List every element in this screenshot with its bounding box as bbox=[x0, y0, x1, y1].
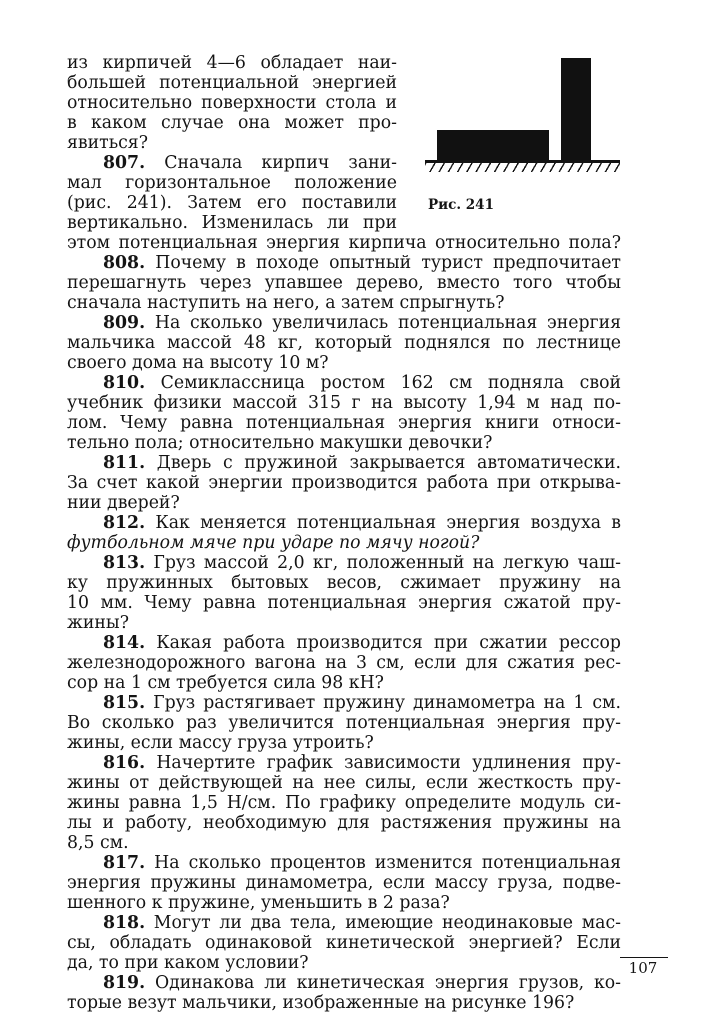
problem-812: 812. Как меняется потенциальная энергия воздуха в bbox=[103, 513, 621, 533]
problem-number: 809. bbox=[103, 313, 146, 333]
text-line: сы, обладать одинаковой кинетической энергией? Если bbox=[67, 933, 621, 953]
text-line: да, то при каком условии? bbox=[67, 953, 309, 973]
text-line: энергия пружины динамометра, если массу груза, подве- bbox=[67, 873, 621, 893]
problem-811: 811. Дверь с пружиной закрывается автоматически. bbox=[103, 453, 621, 473]
problem-817: 817. На сколько процентов изменится потенциальная bbox=[103, 853, 621, 873]
text-line: нии дверей? bbox=[67, 493, 180, 513]
problem-818: 818. Могут ли два тела, имеющие неодинаковые мас- bbox=[103, 913, 621, 933]
text-line: в каком случае она может про- bbox=[67, 113, 397, 133]
text-line: шенного к пружине, уменьшить в 2 раза? bbox=[67, 893, 450, 913]
text-line: ку пружинных бытовых весов, сжимает пружину на bbox=[67, 573, 621, 593]
ground-hatching-icon bbox=[425, 163, 620, 172]
text-line: 10 мм. Чему равна потенциальная энергия сжатой пру- bbox=[67, 593, 621, 613]
problem-814: 814. Какая работа производится при сжатии рессор bbox=[103, 633, 621, 653]
text-line: сначала наступить на него, а затем спрыгнуть? bbox=[67, 293, 505, 313]
problem-number: 816. bbox=[103, 753, 146, 773]
problem-816: 816. Начертите график зависимости удлинения пру- bbox=[103, 753, 621, 773]
horizontal-brick-icon bbox=[437, 130, 549, 160]
problem-number: 813. bbox=[103, 553, 146, 573]
text-line: большей потенциальной энергией bbox=[67, 73, 397, 93]
text-line: лом. Чему равна потенциальная энергия книги относи- bbox=[67, 413, 621, 433]
text-line: жины от действующей на нее силы, если жесткость пру- bbox=[67, 773, 621, 793]
problem-number: 807. bbox=[103, 153, 146, 173]
text-line: своего дома на высоту 10 м? bbox=[67, 353, 329, 373]
text-line: мал горизонтальное положение bbox=[67, 173, 397, 193]
problem-number: 815. bbox=[103, 693, 146, 713]
text-line: перешагнуть через упавшее дерево, вместо того чтобы bbox=[67, 273, 621, 293]
text-line: Во сколько раз увеличится потенциальная энергия пру- bbox=[67, 713, 621, 733]
text-line: жины равна 1,5 Н/см. По графику определите модуль си- bbox=[67, 793, 621, 813]
problem-number: 818. bbox=[103, 913, 146, 933]
problem-810: 810. Семиклассница ростом 162 см подняла свой bbox=[103, 373, 621, 393]
text-line: явиться? bbox=[67, 133, 148, 153]
text-line: железнодорожного вагона на 3 см, если для сжатия рес- bbox=[67, 653, 621, 673]
problem-number: 817. bbox=[103, 853, 146, 873]
text-line: За счет какой энергии производится работа при открыва- bbox=[67, 473, 621, 493]
problem-808: 808. Почему в походе опытный турист предпочитает bbox=[103, 253, 621, 273]
problem-809: 809. На сколько увеличилась потенциальная энергия bbox=[103, 313, 621, 333]
text-line: этом потенциальная энергия кирпича относительно пола? bbox=[67, 233, 621, 253]
vertical-brick-icon bbox=[561, 58, 591, 160]
problem-number: 814. bbox=[103, 633, 146, 653]
problem-807: 807. Сначала кирпич зани- bbox=[103, 153, 397, 173]
problem-815: 815. Груз растягивает пружину динамометра на 1 см. bbox=[103, 693, 621, 713]
text-line: вертикально. Изменилась ли при bbox=[67, 213, 397, 233]
text-line: мальчика массой 48 кг, который поднялся по лестнице bbox=[67, 333, 621, 353]
text-line: футбольном мяче при ударе по мячу ногой? bbox=[67, 533, 480, 553]
text-line: торые везут мальчики, изображенные на рисунке 196? bbox=[67, 993, 575, 1013]
text-line: тельно пола; относительно макушки девочки? bbox=[67, 433, 493, 453]
problem-number: 808. bbox=[103, 253, 146, 273]
problem-819: 819. Одинакова ли кинетическая энергия грузов, ко- bbox=[103, 973, 621, 993]
text-line: жины, если массу груза утроить? bbox=[67, 733, 374, 753]
problem-number: 819. bbox=[103, 973, 146, 993]
page-number: 107 bbox=[628, 959, 658, 977]
text-line: (рис. 241). Затем его поставили bbox=[67, 193, 397, 213]
text-line: 8,5 см. bbox=[67, 833, 129, 853]
problem-number: 811. bbox=[103, 453, 146, 473]
problem-number: 812. bbox=[103, 513, 146, 533]
problem-number: 810. bbox=[103, 373, 146, 393]
text-line: из кирпичей 4—6 обладает наи- bbox=[67, 53, 397, 73]
text-line: лы и работу, необходимую для растяжения пружины на bbox=[67, 813, 621, 833]
text-line: жины? bbox=[67, 613, 129, 633]
text-line: учебник физики массой 315 г на высоту 1,94 м над по- bbox=[67, 393, 621, 413]
problem-813: 813. Груз массой 2,0 кг, положенный на легкую чаш- bbox=[103, 553, 621, 573]
text-line: относительно поверхности стола и bbox=[67, 93, 397, 113]
figure-caption: Рис. 241 bbox=[428, 197, 494, 213]
text-line: сор на 1 см требуется сила 98 кН? bbox=[67, 673, 384, 693]
